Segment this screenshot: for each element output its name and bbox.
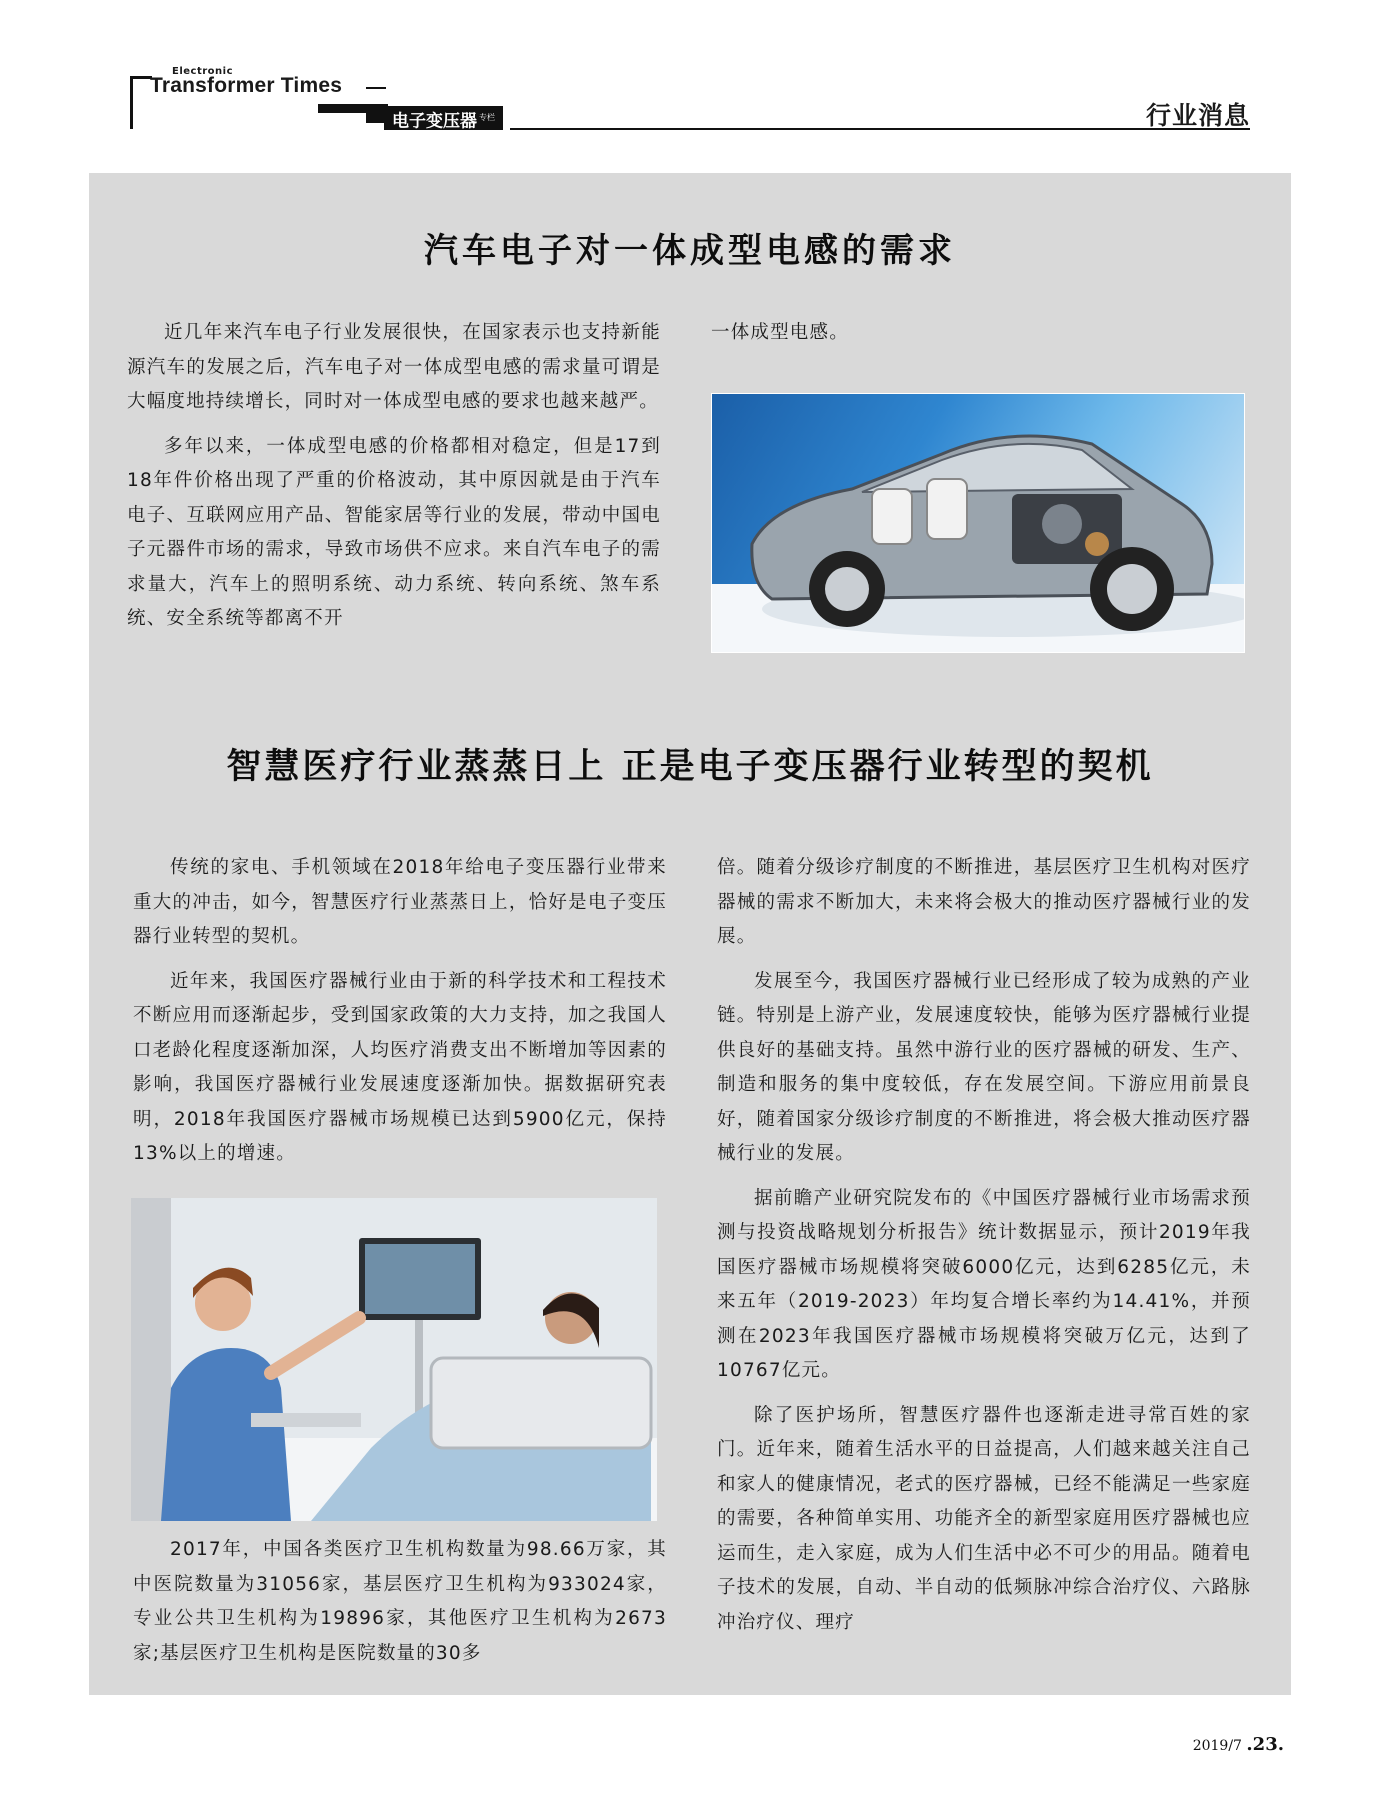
article2-paragraph: 2017年，中国各类医疗卫生机构数量为98.66万家，其中医院数量为31056家，基层医疗卫生机构为933024家，专业公共卫生机构为19896家，其他医疗卫生机构为2673家;基层医疗卫生机构是医院数量的30多 [133, 1539, 667, 1664]
article1-paragraph: 多年以来，一体成型电感的价格都相对稳定，但是17到18年件价格出现了严重的价格波动，其中原因就是由于汽车电子、互联网应用产品、智能家居等行业的发展，带动中国电子元器件市场的需求，导致市场供不应求。来自汽车电子的需求量大，汽车上的照明系统、动力系统、转向系统、煞车系统、安全系统等都离不开 [127, 435, 661, 629]
article1-title: 汽车电子对一体成型电感的需求 [424, 231, 956, 271]
article2-right-column [717, 851, 1251, 1650]
article2-paragraph: 传统的家电、手机领域在2018年给电子变压器行业带来重大的冲击，如今，智慧医疗行业蒸蒸日上，恰好是电子变压器行业转型的契机。 [133, 857, 667, 947]
issue-date: 2019/7 [1192, 1738, 1242, 1754]
header-rule [510, 128, 1250, 130]
medical-illustration [131, 1198, 657, 1521]
page-footer [1193, 1734, 1284, 1755]
article1-right-column [711, 316, 1245, 361]
medical-scene-image [131, 1198, 657, 1521]
article2-left-bottom-column [133, 1533, 667, 1681]
brand-title-dash [366, 87, 386, 89]
header-bracket [130, 76, 152, 126]
article2-paragraph: 发展至今，我国医疗器械行业已经形成了较为成熟的产业链。特别是上游产业，发展速度较快，能够为医疗器械行业提供良好的基础支持。虽然中游行业的医疗器械的研发、生产、制造和服务的集中度较低，存在发展空间。下游应用前景良好，随着国家分级诊疗制度的不断推进，将会极大推动医疗器械行业的发展。 [717, 970, 1251, 1164]
article2-paragraph: 据前瞻产业研究院发布的《中国医疗器械行业市场需求预测与投资战略规划分析报告》统计数据显示，预计2019年我国医疗器械市场规模将突破6000亿元，达到6285亿元，未来五年（2019-2023）年均复合增长率约为14.41%，并预测在2023年我国医疗器械市场规模将突破万亿元，达到了10767亿元。 [717, 1187, 1251, 1381]
brand-small-label: Electronic [172, 66, 234, 77]
article2-paragraph: 除了医护场所，智慧医疗器件也逐渐走进寻常百姓的家门。近年来，随着生活水平的日益提高，人们越来越关注自己和家人的健康情况，老式的医疗器械，已经不能满足一些家庭的需要，各种简单实用、功能齐全的新型家庭用医疗器械也应运而生，走入家庭，成为人们生活中必不可少的用品。随着电子技术的发展，自动、半自动的低频脉冲综合治疗仪、六路脉冲治疗仪、理疗 [717, 1404, 1251, 1633]
brand-cn-label: 电子变压器 $^{专栏}$ [384, 106, 503, 130]
car-cutaway-image [711, 393, 1245, 653]
article1-continued: 一体成型电感。 [711, 322, 849, 343]
article2-left-column [133, 851, 667, 1182]
article2-paragraph: 近年来，我国医疗器械行业由于新的科学技术和工程技术不断应用而逐渐起步，受到国家政策的大力支持，加之我国人口老龄化程度逐渐加深，人均医疗消费支出不断增加等因素的影响，我国医疗器械行业发展速度逐渐加快。据数据研究表明，2018年我国医疗器械市场规模已达到5900亿元，保持13%以上的增速。 [133, 970, 667, 1164]
content-box [89, 173, 1291, 1695]
article2-continued: 倍。随着分级诊疗制度的不断推进，基层医疗卫生机构对医疗器械的需求不断加大，未来将会极大的推动医疗器械行业的发展。 [717, 857, 1251, 947]
article1-paragraph: 近几年来汽车电子行业发展很快，在国家表示也支持新能源汽车的发展之后，汽车电子对一体成型电感的需求量可谓是大幅度地持续增长，同时对一体成型电感的要求也越来越严。 [127, 322, 661, 412]
section-label: 行业消息 [1145, 101, 1250, 130]
page-number: .23. [1246, 1734, 1284, 1755]
article1-left-column [127, 316, 661, 647]
brand-title: Transformer Times [150, 74, 343, 97]
article2-title: 智慧医疗行业蒸蒸日上 正是电子变压器行业转型的契机 [226, 747, 1154, 787]
car-illustration [712, 394, 1244, 652]
